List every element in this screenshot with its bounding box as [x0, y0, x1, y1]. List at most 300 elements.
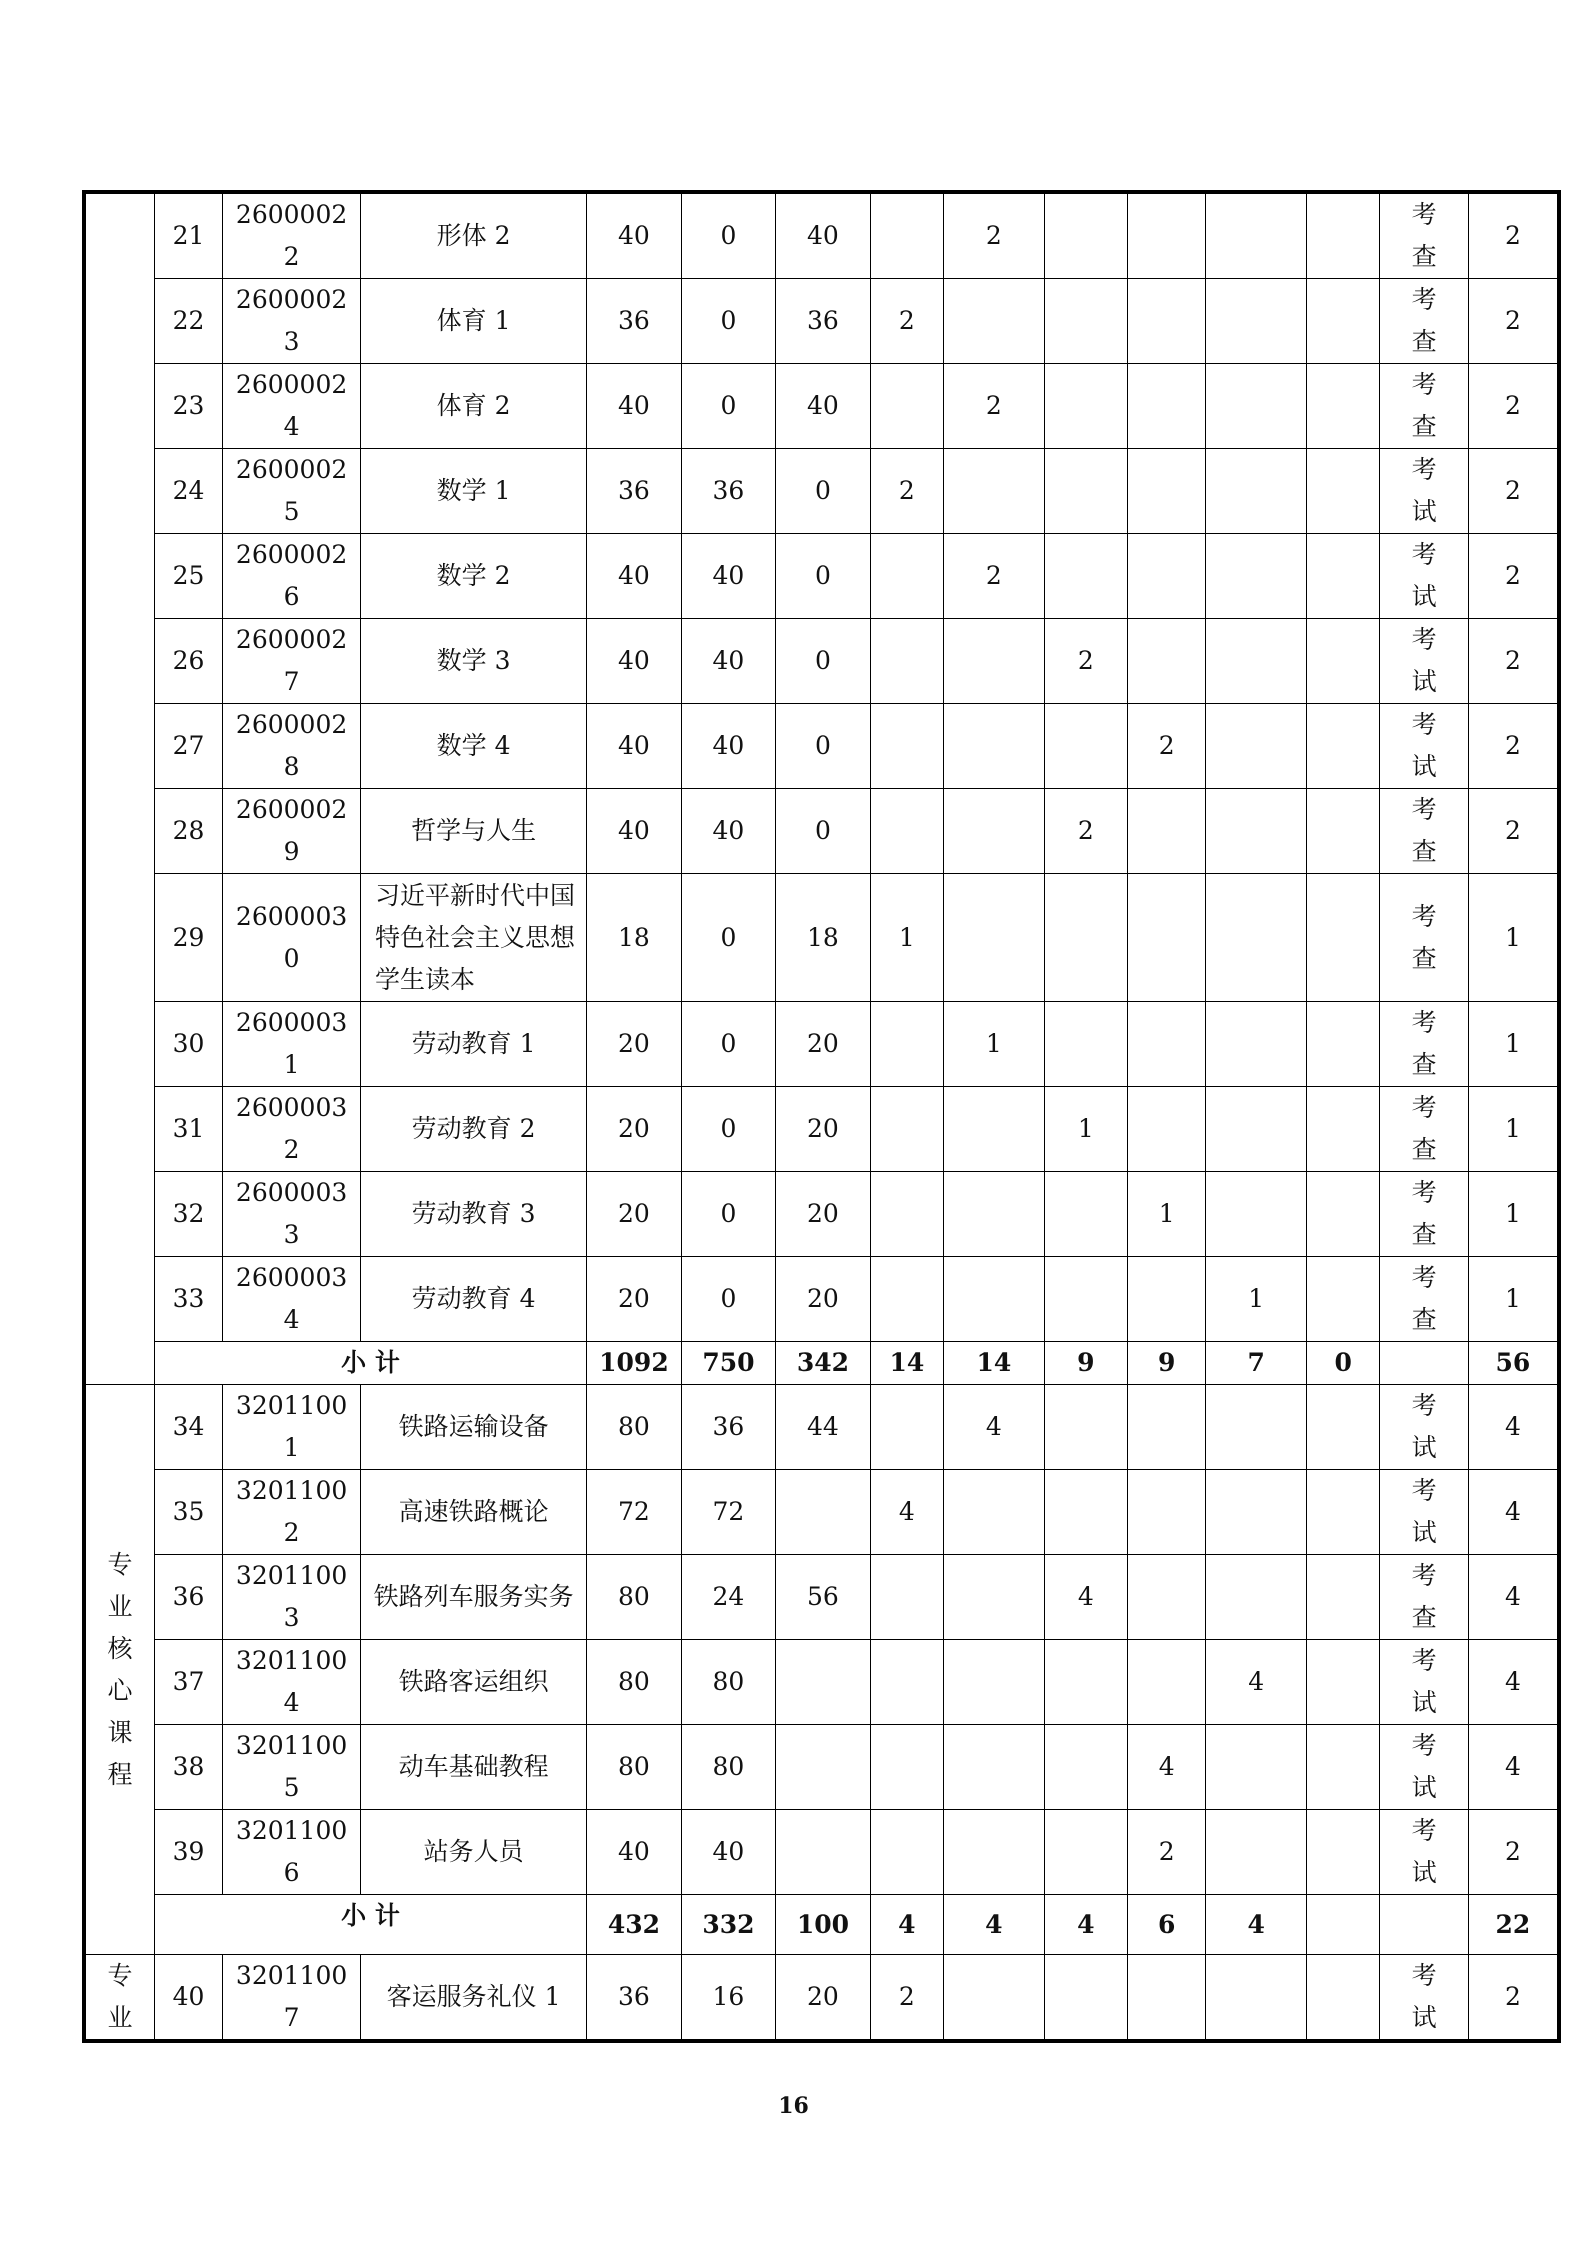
semester-2-hours: [944, 1172, 1045, 1257]
credits: [1468, 1640, 1559, 1725]
theory-hours: [681, 1087, 776, 1172]
total-hours: [587, 192, 682, 279]
row-number-text: 23: [172, 391, 205, 420]
semester-6-hours: [1307, 449, 1380, 534]
theory-hours: [681, 364, 776, 449]
semester-1-hours: [870, 1725, 943, 1810]
semester-5-hours: [1206, 619, 1307, 704]
course-plan-table: [82, 190, 1561, 2043]
semester-1-hours: [870, 192, 943, 279]
semester-2-hours-text: 2: [985, 391, 1002, 420]
subtotal-practice-hours-text: 100: [796, 1909, 850, 1939]
assessment-type: [1380, 1087, 1468, 1172]
total-hours-text: 18: [618, 922, 650, 952]
practice-hours: [776, 1955, 871, 2042]
subtotal-semester-5-text: 4: [1247, 1909, 1265, 1939]
total-hours-text: 40: [618, 816, 650, 845]
practice-hours-text: 40: [807, 221, 839, 250]
assessment-type-part: 考: [1411, 795, 1437, 824]
table-row: [84, 874, 1559, 1002]
semester-5-hours: [1206, 1810, 1307, 1895]
semester-1-hours-text: 2: [898, 306, 915, 335]
theory-hours-text: 24: [712, 1582, 745, 1611]
course-name-text: 体育 2: [436, 391, 511, 420]
semester-1-hours: [870, 1955, 943, 2042]
table-row: [84, 534, 1559, 619]
course-name-text: 劳动教育 1: [411, 1029, 536, 1058]
total-hours-text: 80: [618, 1667, 650, 1696]
theory-hours: [681, 704, 776, 789]
credits: [1468, 1555, 1559, 1640]
assessment-type-part: 考: [1411, 1263, 1437, 1292]
credits: [1468, 1002, 1559, 1087]
theory-hours: [681, 1470, 776, 1555]
category-cell: [84, 192, 154, 1385]
assessment-type: [1380, 192, 1468, 279]
semester-2-hours: [944, 1087, 1045, 1172]
semester-6-hours: [1307, 619, 1380, 704]
assessment-type-part: 试: [1411, 497, 1437, 526]
row-number-text: 32: [172, 1199, 205, 1228]
credits: [1468, 1257, 1559, 1342]
row-number-text: 25: [172, 561, 205, 590]
semester-4-hours: [1128, 449, 1206, 534]
semester-6-hours: [1307, 1002, 1380, 1087]
semester-5-hours: [1206, 364, 1307, 449]
credits-text: 4: [1504, 1582, 1521, 1611]
assessment-type: [1380, 874, 1468, 1002]
table-row: [84, 1640, 1559, 1725]
semester-3-hours: [1044, 364, 1127, 449]
semester-2-hours-text: 1: [985, 1029, 1002, 1058]
semester-1-hours-text: 4: [898, 1497, 915, 1526]
total-hours-text: 36: [618, 1982, 650, 2011]
course-code-part: 3: [283, 1603, 300, 1632]
course-code: [223, 874, 361, 1002]
semester-5-hours: [1206, 1257, 1307, 1342]
table-row: [84, 1470, 1559, 1555]
subtotal-semester-3: [1044, 1895, 1127, 1955]
course-name: [360, 874, 586, 1002]
theory-hours-text: 0: [720, 1199, 737, 1228]
total-hours: [587, 1470, 682, 1555]
total-hours: [587, 1385, 682, 1470]
total-hours: [587, 1172, 682, 1257]
semester-2-hours: [944, 279, 1045, 364]
row-number-text: 38: [172, 1752, 205, 1781]
course-code-part: 3201100: [235, 1391, 348, 1420]
row-number-text: 30: [172, 1029, 205, 1058]
course-code: [223, 619, 361, 704]
assessment-type: [1380, 1470, 1468, 1555]
semester-2-hours-text: 2: [985, 221, 1002, 250]
theory-hours: [681, 449, 776, 534]
course-code: [223, 534, 361, 619]
row-number-text: 39: [172, 1837, 205, 1866]
semester-3-hours: [1044, 1810, 1127, 1895]
course-code-part: 2: [283, 1135, 300, 1164]
subtotal-semester-4: [1128, 1342, 1206, 1385]
semester-1-hours: [870, 1385, 943, 1470]
course-name-text: 哲学与人生: [411, 816, 537, 845]
row-number: [154, 1640, 222, 1725]
theory-hours-text: 0: [720, 221, 737, 250]
theory-hours: [681, 192, 776, 279]
subtotal-theory-hours: [681, 1895, 776, 1955]
course-name: [360, 619, 586, 704]
subtotal-theory-hours-text: 332: [702, 1909, 755, 1939]
total-hours-text: 36: [618, 306, 650, 335]
total-hours-text: 40: [618, 221, 650, 250]
course-code: [223, 192, 361, 279]
theory-hours: [681, 1810, 776, 1895]
semester-5-hours: [1206, 1087, 1307, 1172]
course-name: [360, 1002, 586, 1087]
subtotal-semester-3-text: 4: [1077, 1909, 1095, 1939]
practice-hours: [776, 1002, 871, 1087]
assessment-type-part: 考: [1411, 455, 1437, 484]
semester-6-hours: [1307, 192, 1380, 279]
row-number-text: 26: [172, 646, 205, 675]
subtotal-semester-2-text: 14: [976, 1348, 1012, 1377]
total-hours: [587, 874, 682, 1002]
assessment-type-part: 试: [1411, 1858, 1437, 1887]
course-name: [360, 789, 586, 874]
practice-hours: [776, 1810, 871, 1895]
total-hours: [587, 1002, 682, 1087]
practice-hours: [776, 874, 871, 1002]
practice-hours: [776, 1725, 871, 1810]
subtotal-practice-hours: [776, 1342, 871, 1385]
semester-6-hours: [1307, 279, 1380, 364]
subtotal-semester-5: [1206, 1342, 1307, 1385]
semester-5-hours: [1206, 1555, 1307, 1640]
credits: [1468, 1172, 1559, 1257]
semester-4-hours: [1128, 704, 1206, 789]
assessment-type-part: 考: [1411, 285, 1437, 314]
practice-hours-text: 44: [807, 1412, 839, 1441]
credits: [1468, 364, 1559, 449]
course-code: [223, 1555, 361, 1640]
course-code-part: 2600002: [235, 455, 348, 484]
table-row: [84, 449, 1559, 534]
theory-hours: [681, 1725, 776, 1810]
course-code-part: 3201100: [235, 1561, 348, 1590]
semester-1-hours-text: 2: [898, 476, 915, 505]
semester-4-hours: [1128, 874, 1206, 1002]
semester-4-hours: [1128, 1087, 1206, 1172]
semester-2-hours-text: 2: [985, 561, 1002, 590]
semester-4-hours: [1128, 364, 1206, 449]
subtotal-semester-1-text: 4: [898, 1909, 916, 1939]
semester-1-hours: [870, 1640, 943, 1725]
semester-2-hours: [944, 704, 1045, 789]
assessment-type-part: 考: [1411, 1646, 1437, 1675]
semester-3-hours-text: 1: [1077, 1114, 1094, 1143]
row-number-text: 33: [172, 1284, 205, 1313]
theory-hours: [681, 279, 776, 364]
total-hours-text: 40: [618, 391, 650, 420]
semester-3-hours: [1044, 1257, 1127, 1342]
course-code-part: 2600002: [235, 710, 348, 739]
assessment-type: [1380, 1002, 1468, 1087]
theory-hours-text: 40: [712, 816, 745, 845]
practice-hours: [776, 449, 871, 534]
course-code-part: 2: [283, 242, 300, 271]
assessment-type-part: 考: [1411, 1731, 1437, 1760]
semester-2-hours: [944, 1002, 1045, 1087]
theory-hours: [681, 1257, 776, 1342]
subtotal-label: [154, 1342, 586, 1385]
theory-hours-text: 40: [712, 646, 745, 675]
total-hours-text: 36: [618, 476, 650, 505]
row-number: [154, 534, 222, 619]
practice-hours-text: 20: [807, 1029, 839, 1058]
semester-3-hours-text: 2: [1077, 816, 1094, 845]
assessment-type-part: 查: [1411, 1050, 1437, 1079]
subtotal-total-hours: [587, 1342, 682, 1385]
credits-text: 4: [1504, 1752, 1521, 1781]
total-hours: [587, 1810, 682, 1895]
row-number: [154, 1810, 222, 1895]
semester-3-hours: [1044, 1087, 1127, 1172]
theory-hours-text: 0: [720, 1114, 737, 1143]
credits-text: 1: [1504, 1199, 1521, 1228]
theory-hours-text: 40: [712, 561, 745, 590]
course-name-text: 站务人员: [423, 1837, 524, 1866]
row-number: [154, 619, 222, 704]
course-code-part: 2600003: [235, 1008, 348, 1037]
theory-hours-text: 0: [720, 922, 737, 952]
total-hours: [587, 534, 682, 619]
course-name: [360, 1470, 586, 1555]
total-hours-text: 40: [618, 731, 650, 760]
course-name: [360, 279, 586, 364]
course-name: [360, 192, 586, 279]
course-name-text: 数学 2: [436, 561, 511, 590]
course-name-text: 劳动教育 4: [411, 1284, 536, 1313]
course-code: [223, 1002, 361, 1087]
semester-1-hours: [870, 1172, 943, 1257]
row-number: [154, 449, 222, 534]
course-code: [223, 1172, 361, 1257]
semester-5-hours: [1206, 704, 1307, 789]
practice-hours-text: 0: [814, 476, 831, 505]
credits-text: 4: [1504, 1497, 1521, 1526]
course-name: [360, 1725, 586, 1810]
subtotal-semester-4: [1128, 1895, 1206, 1955]
semester-4-hours: [1128, 1257, 1206, 1342]
semester-4-hours: [1128, 1725, 1206, 1810]
practice-hours-text: 36: [807, 306, 839, 335]
theory-hours-text: 0: [720, 1029, 737, 1058]
semester-5-hours: [1206, 1725, 1307, 1810]
practice-hours: [776, 789, 871, 874]
row-number-text: 35: [172, 1497, 205, 1526]
semester-6-hours: [1307, 1555, 1380, 1640]
assessment-type-part: 试: [1411, 1688, 1437, 1717]
total-hours: [587, 364, 682, 449]
course-code-part: 3201100: [235, 1816, 348, 1845]
semester-6-hours: [1307, 1810, 1380, 1895]
course-code-part: 3201100: [235, 1646, 348, 1675]
assessment-type-part: 考: [1411, 1561, 1437, 1590]
subtotal-semester-2-text: 4: [985, 1909, 1003, 1939]
course-code: [223, 1385, 361, 1470]
course-code-part: 3201100: [235, 1961, 348, 1990]
row-number: [154, 1955, 222, 2042]
subtotal-credits-text: 56: [1495, 1348, 1531, 1377]
assessment-type-part: 试: [1411, 2003, 1437, 2032]
semester-2-hours: [944, 1257, 1045, 1342]
subtotal-row: [84, 1342, 1559, 1385]
semester-3-hours: [1044, 1385, 1127, 1470]
subtotal-theory-hours-text: 750: [702, 1348, 755, 1377]
course-name-text: 形体 2: [436, 221, 511, 250]
practice-hours: [776, 1555, 871, 1640]
theory-hours-text: 80: [712, 1752, 745, 1781]
assessment-type: [1380, 704, 1468, 789]
course-code: [223, 1257, 361, 1342]
credits: [1468, 534, 1559, 619]
semester-6-hours: [1307, 1385, 1380, 1470]
course-code-part: 2600003: [235, 1093, 348, 1122]
semester-4-hours: [1128, 619, 1206, 704]
row-number: [154, 789, 222, 874]
assessment-type: [1380, 1555, 1468, 1640]
semester-6-hours: [1307, 789, 1380, 874]
course-code-part: 2600003: [235, 1263, 348, 1292]
credits-text: 2: [1504, 391, 1521, 420]
semester-3-hours-text: 2: [1077, 646, 1094, 675]
course-name-text: 铁路客运组织: [398, 1667, 549, 1696]
practice-hours-text: 18: [807, 922, 839, 952]
subtotal-label: [154, 1895, 586, 1955]
table-row: [84, 279, 1559, 364]
assessment-type-part: 考: [1411, 901, 1437, 931]
theory-hours: [681, 1385, 776, 1470]
semester-3-hours: [1044, 1555, 1127, 1640]
semester-5-hours: [1206, 534, 1307, 619]
course-name-text: 习近平新时代中国特色社会主义思想学生读本: [374, 880, 575, 994]
subtotal-semester-5-text: 7: [1247, 1348, 1265, 1377]
theory-hours: [681, 534, 776, 619]
theory-hours-text: 16: [712, 1982, 745, 2011]
credits-text: 2: [1504, 561, 1521, 590]
total-hours-text: 20: [618, 1114, 650, 1143]
course-code-part: 2600002: [235, 200, 348, 229]
theory-hours: [681, 1002, 776, 1087]
subtotal-practice-hours: [776, 1895, 871, 1955]
subtotal-credits-text: 22: [1495, 1909, 1531, 1939]
total-hours-text: 80: [618, 1412, 650, 1441]
table-row: [84, 619, 1559, 704]
subtotal-semester-3-text: 9: [1077, 1348, 1095, 1377]
category-cell: [84, 1385, 154, 1955]
course-code: [223, 704, 361, 789]
semester-3-hours: [1044, 1725, 1127, 1810]
credits-text: 1: [1504, 1284, 1521, 1313]
practice-hours-text: 56: [807, 1582, 839, 1611]
category-label: 专业核心课程: [107, 1549, 133, 1789]
semester-4-hours-text: 2: [1158, 1837, 1175, 1866]
semester-5-hours: [1206, 874, 1307, 1002]
assessment-type-part: 试: [1411, 752, 1437, 781]
course-name: [360, 704, 586, 789]
course-code-part: 4: [283, 412, 300, 441]
assessment-type-part: 考: [1411, 200, 1437, 229]
practice-hours-text: 20: [807, 1114, 839, 1143]
semester-2-hours: [944, 1470, 1045, 1555]
semester-2-hours: [944, 1385, 1045, 1470]
assessment-type-part: 查: [1411, 242, 1437, 271]
course-name: [360, 1087, 586, 1172]
assessment-type-part: 考: [1411, 1178, 1437, 1207]
semester-5-hours-text: 4: [1248, 1667, 1265, 1696]
course-name: [360, 1172, 586, 1257]
assessment-type-part: 考: [1411, 625, 1437, 654]
table-row: [84, 1172, 1559, 1257]
course-name-text: 动车基础教程: [398, 1752, 549, 1781]
subtotal-semester-5: [1206, 1895, 1307, 1955]
semester-3-hours: [1044, 1640, 1127, 1725]
semester-1-hours: [870, 279, 943, 364]
credits-text: 4: [1504, 1412, 1521, 1441]
practice-hours: [776, 534, 871, 619]
assessment-type: [1380, 1725, 1468, 1810]
course-name-text: 数学 1: [436, 476, 511, 505]
course-code-part: 2600003: [235, 1178, 348, 1207]
credits: [1468, 1725, 1559, 1810]
semester-3-hours: [1044, 534, 1127, 619]
course-code: [223, 1640, 361, 1725]
course-name: [360, 1385, 586, 1470]
theory-hours-text: 80: [712, 1667, 745, 1696]
total-hours: [587, 1640, 682, 1725]
practice-hours: [776, 279, 871, 364]
row-number: [154, 1002, 222, 1087]
subtotal-semester-6-text: 0: [1334, 1348, 1352, 1377]
semester-5-hours-text: 1: [1248, 1284, 1265, 1313]
row-number-text: 29: [172, 922, 205, 952]
course-name: [360, 449, 586, 534]
credits: [1468, 789, 1559, 874]
semester-3-hours: [1044, 789, 1127, 874]
credits-text: 1: [1504, 922, 1521, 952]
table-row: [84, 1087, 1559, 1172]
semester-3-hours: [1044, 192, 1127, 279]
row-number: [154, 1725, 222, 1810]
category-cell: [84, 1955, 154, 2042]
subtotal-semester-1: [870, 1895, 943, 1955]
assessment-type-part: 查: [1411, 1135, 1437, 1164]
theory-hours: [681, 619, 776, 704]
course-code-part: 4: [283, 1305, 300, 1334]
theory-hours: [681, 1555, 776, 1640]
total-hours: [587, 789, 682, 874]
assessment-type: [1380, 534, 1468, 619]
semester-5-hours: [1206, 1002, 1307, 1087]
course-name: [360, 1955, 586, 2042]
credits-text: 2: [1504, 816, 1521, 845]
semester-1-hours: [870, 874, 943, 1002]
total-hours-text: 40: [618, 646, 650, 675]
theory-hours: [681, 1172, 776, 1257]
assessment-type-part: 查: [1411, 1305, 1437, 1334]
table-row: [84, 364, 1559, 449]
course-code: [223, 279, 361, 364]
assessment-type: [1380, 619, 1468, 704]
